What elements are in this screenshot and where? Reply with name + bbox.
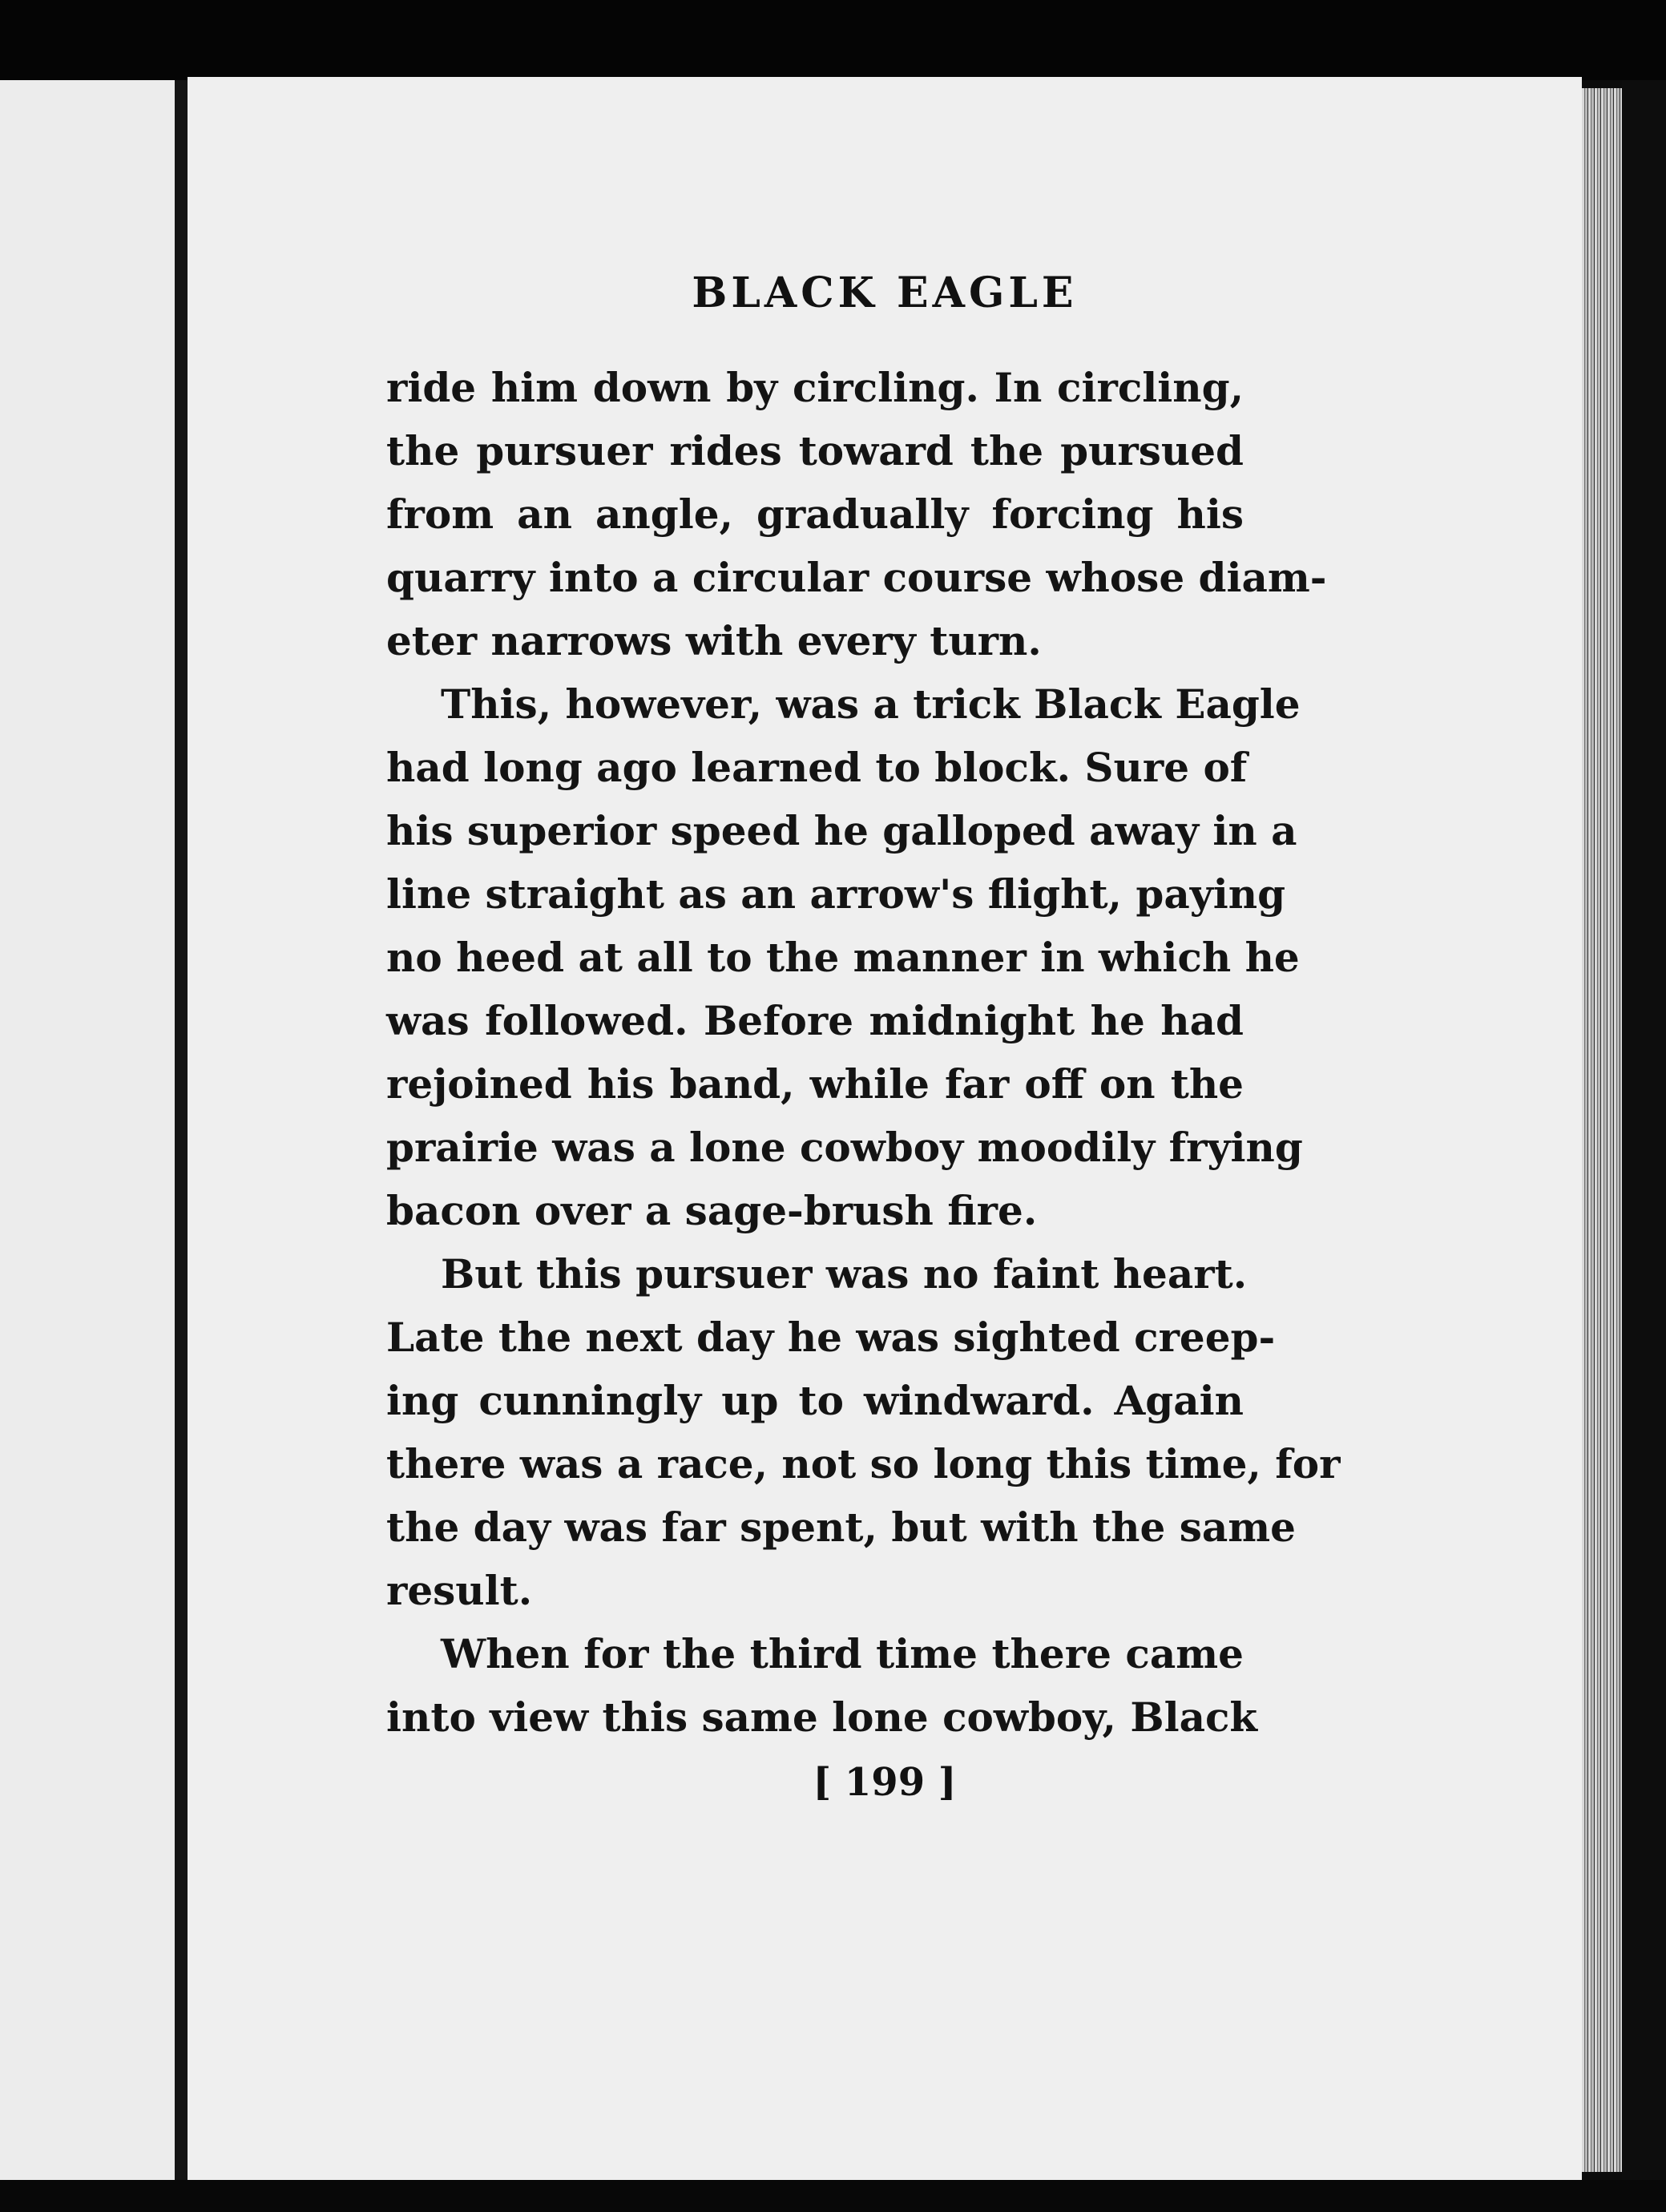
text-line: the day was far spent, but with the same — [386, 1504, 1296, 1551]
book-spine-gutter — [175, 80, 188, 2180]
scan-top-border — [0, 0, 1666, 80]
page-number: [ 199 ] — [813, 1760, 957, 1805]
text-line: the pursuer rides toward the pursued — [386, 427, 1244, 474]
text-line: ing cunningly up to windward. Again — [386, 1377, 1244, 1424]
text-line: rejoined his band, while far off on the — [386, 1060, 1244, 1108]
body-text — [386, 356, 1341, 1749]
page-stack-edges — [1582, 88, 1622, 2172]
text-line: was followed. Before midnight he had — [386, 997, 1244, 1044]
text-line: Late the next day he was sighted creep- — [386, 1314, 1276, 1361]
text-line: had long ago learned to block. Sure of — [386, 744, 1248, 791]
text-line: When for the third time there came — [441, 1630, 1244, 1677]
text-line: quarry into a circular course whose diam- — [386, 554, 1327, 601]
text-line: ride him down by circling. In circling, — [386, 364, 1244, 411]
text-line: line straight as an arrow's flight, paying — [386, 870, 1286, 918]
scan-bottom-border — [0, 2180, 1666, 2212]
facing-page-edge — [0, 80, 175, 2180]
text-line: bacon over a sage-brush fire. — [386, 1187, 1038, 1234]
text-line: eter narrows with every turn. — [386, 617, 1042, 664]
text-line: no heed at all to the manner in which he — [386, 934, 1300, 981]
text-line: his superior speed he galloped away in a — [386, 807, 1297, 854]
scan-right-border — [1622, 80, 1666, 2212]
text-line: But this pursuer was no faint heart. — [441, 1250, 1248, 1298]
text-line: from an angle, gradually forcing his — [386, 490, 1244, 538]
text-line: into view this same lone cowboy, Black — [386, 1693, 1258, 1741]
text-line: result. — [386, 1567, 533, 1614]
running-head: BLACK EAGLE — [692, 268, 1078, 317]
text-line: prairie was a lone cowboy moodily frying — [386, 1124, 1303, 1171]
text-line: This, however, was a trick Black Eagle — [441, 680, 1301, 728]
text-line: there was a race, not so long this time, for — [386, 1440, 1341, 1487]
